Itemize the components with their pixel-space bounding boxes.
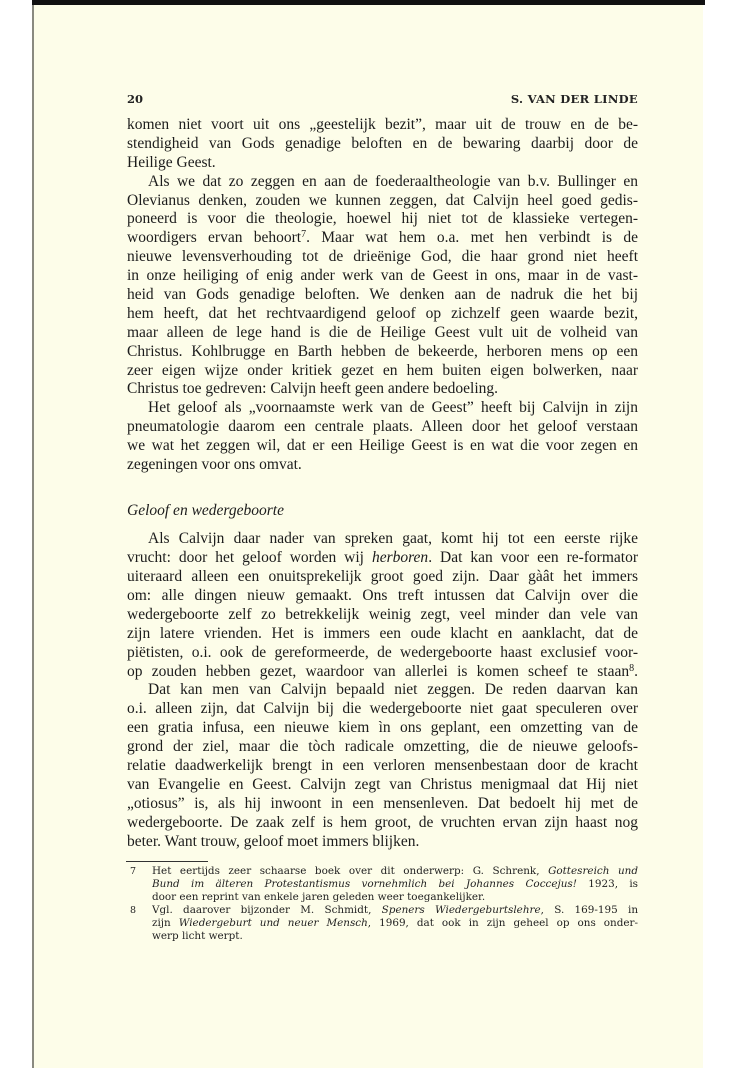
page-number: 20 (127, 92, 144, 106)
footnote-separator (126, 861, 208, 862)
italic-run: herboren (371, 549, 429, 567)
text-run: in onze heiliging of enig ander werk van de Geest in ons, maar in de vast- (127, 267, 638, 285)
text-line (127, 776, 638, 795)
text-line (127, 380, 638, 399)
text-run: beter. Want trouw, geloof moet immers blijken. (127, 832, 420, 850)
text-line (127, 795, 638, 814)
text-run: van Evangelie en Geest. Calvijn zegt van Christus menigmaal dat Hij niet (127, 775, 638, 793)
text-run: werp licht werpt. (152, 930, 243, 942)
text-line (127, 681, 638, 700)
text-line (127, 814, 638, 833)
text-line (127, 116, 638, 135)
text-line (127, 530, 638, 549)
text-run: nieuwe levensverhouding tot de drieënige God, die haar grond niet heeft (127, 248, 638, 266)
text-run: Als we dat zo zeggen en aan de foederaaltheologie van b.v. Bullinger en (148, 172, 638, 190)
text-run: hem heeft, dat het rechtvaardigend geloof op zichzelf geen waarde bezit, (127, 304, 638, 322)
text-run: poneerd is voor die theologie, hoewel hij niet tot de klassieke vertegen- (127, 210, 638, 228)
text-line (127, 700, 638, 719)
text-run: relatie daadwerkelijk brengt in een verloren mensenbestaan door de kracht (127, 757, 638, 774)
text-run: om: alle dingen nieuw gemaakt. Ons treft intussen dat Calvijn over die (127, 586, 638, 604)
footnote-reference: 7 (301, 229, 307, 241)
text-run: maar alleen de lege hand is die de Heilige Geest vult uit de volheid van (127, 323, 638, 341)
footnote-number: 8 (130, 905, 137, 916)
text-line (152, 930, 638, 943)
text-run: stendigheid van Gods genadige beloften en de bewaring daarbij door de (127, 134, 638, 152)
text-run: Christus toe gedreven: Calvijn heeft geen andere bedoeling. (127, 380, 499, 398)
paragraph (127, 399, 638, 475)
text-run: uiteraard alleen een onuitsprekelijk groot goed zijn. Daar gàât het immers (127, 568, 638, 586)
text-line (127, 210, 638, 229)
footnotes (127, 865, 638, 943)
text-line (127, 173, 638, 192)
text-line (127, 343, 638, 362)
text-run: Als Calvijn daar nader van spreken gaat, komt hij tot een eerste rijke (148, 530, 638, 548)
text-run: komen niet voort uit ons „geestelijk bezit”, maar uit de trouw en de be- (127, 116, 638, 133)
text-run: we wat het zeggen wil, dat er een Heilige Geest is en wat die voor zegen en (127, 437, 638, 455)
text-line (127, 324, 638, 343)
text-line (127, 418, 638, 437)
text-run: „otiosus” is, als hij inwoont in een mensenleven. Dat bedoelt hij met de (127, 794, 638, 812)
text-line (127, 587, 638, 606)
text-run: Heilige Geest. (127, 153, 216, 171)
text-line (127, 362, 638, 381)
text-run: heid van Gods genadige beloften. We denken aan de nadruk die het bij (127, 286, 638, 304)
text-run: piëtisten, o.i. ook de gereformeerde, de wedergeboorte haast exclusief voor- (127, 643, 638, 661)
body-text (127, 116, 638, 851)
footnote-number: 7 (130, 866, 137, 877)
text-line (127, 135, 638, 154)
footnote-reference: 8 (629, 662, 635, 674)
text-run: . Maar wat hem o.a. met hen verbindt is de (306, 229, 638, 247)
text-run: Christus. Kohlbrugge en Barth hebben de bekeerde, herboren mens op een (127, 342, 638, 360)
text-line (127, 248, 638, 267)
italic-run: Speners Wiedergeburtslehre (381, 904, 541, 916)
text-run: woordigers ervan behoort (127, 229, 302, 247)
text-line (127, 399, 638, 418)
text-line (152, 865, 638, 878)
text-line (127, 663, 638, 682)
text-line (127, 305, 638, 324)
text-run: Dat kan men van Calvijn bepaald niet zeggen. De reden daarvan kan (148, 681, 638, 699)
footnote (127, 904, 638, 943)
text-line (127, 625, 638, 644)
text-run: , 1969, dat ook in zijn geheel op ons onder- (367, 917, 638, 929)
text-run: zijn latere vrienden. Het is immers een oude klacht en aanklacht, dat de (127, 624, 638, 642)
italic-run: Gottesreich und (548, 865, 638, 877)
paragraph (127, 173, 638, 400)
text-run: wedergeboorte. De zaak zelf is hem groot, de vruchten ervan zijn haast nog (127, 813, 638, 831)
text-run: een gratia infusa, een nieuwe kiem ìn ons geplant, een omzetting van de (127, 719, 638, 737)
paragraph (127, 116, 638, 173)
text-run: op zouden hebben gezet, waardoor van allerlei is komen scheef te staan (127, 662, 630, 680)
running-header (127, 92, 638, 110)
text-line (152, 891, 638, 904)
text-line (152, 878, 638, 891)
text-line (127, 229, 638, 248)
text-run: vrucht: door het geloof worden wij (127, 549, 372, 567)
text-run: wedergeboorte zelf zo betrekkelijk weinig zegt, veel minder dan vele van (127, 605, 638, 623)
text-run: Het eertijds zeer schaarse boek over dit onderwerp: G. Schrenk, (152, 865, 549, 877)
text-line (127, 286, 638, 305)
text-line (127, 437, 638, 456)
text-line (127, 456, 638, 475)
section-heading: Geloof en wedergeboorte (127, 502, 284, 520)
paragraph (127, 681, 638, 851)
text-line (127, 568, 638, 587)
text-line (127, 606, 638, 625)
text-line (127, 192, 638, 211)
text-run: o.i. alleen zijn, dat Calvijn bij die wedergeboorte niet gaat speculeren over (127, 700, 638, 718)
text-run: Olevianus denken, zouden we kunnen zeggen, dat Calvijn heel goed gedis- (127, 191, 638, 209)
paragraph (127, 530, 638, 681)
text-run: door een reprint van enkele jaren geleden weer toegankelijker. (152, 891, 486, 903)
text-run: grond der ziel, maar die tòch radicale omzetting, die de nieuwe geloofs- (127, 738, 638, 756)
text-run: , S. 169-195 in (540, 904, 638, 916)
text-line (152, 904, 638, 917)
text-run: 1923, is (576, 878, 638, 890)
text-line (152, 917, 638, 930)
text-run: pneumatologie daarom een centrale plaats. Alleen door het geloof verstaan (127, 418, 638, 436)
text-run: Het geloof als „voornaamste werk van de Geest” heeft bij Calvijn in zijn (148, 399, 638, 417)
running-title: S. VAN DER LINDE (510, 92, 638, 106)
text-run: zeer eigen wijze onder kritiek gezet en hem buiten eigen bolwerken, naar (127, 361, 638, 379)
text-line (127, 757, 638, 776)
text-run: Vgl. daarover bijzonder M. Schmidt, (152, 904, 382, 916)
text-run: zijn (152, 917, 179, 929)
text-line (127, 549, 638, 568)
scan-top-edge (32, 0, 705, 5)
text-line (127, 267, 638, 286)
text-line (127, 644, 638, 663)
italic-run: Bund im älteren Protestantismus vornehmlich bei Johannes Coccejus! (152, 878, 577, 890)
text-line (127, 719, 638, 738)
text-line (127, 154, 638, 173)
footnote (127, 865, 638, 904)
text-line (127, 738, 638, 757)
text-run: . (634, 662, 638, 680)
italic-run: Wiedergeburt und neuer Mensch (178, 917, 368, 929)
text-run: . Dat kan voor een re-formator (428, 549, 638, 567)
text-line (127, 833, 638, 852)
text-run: zegeningen voor ons omvat. (127, 456, 302, 474)
